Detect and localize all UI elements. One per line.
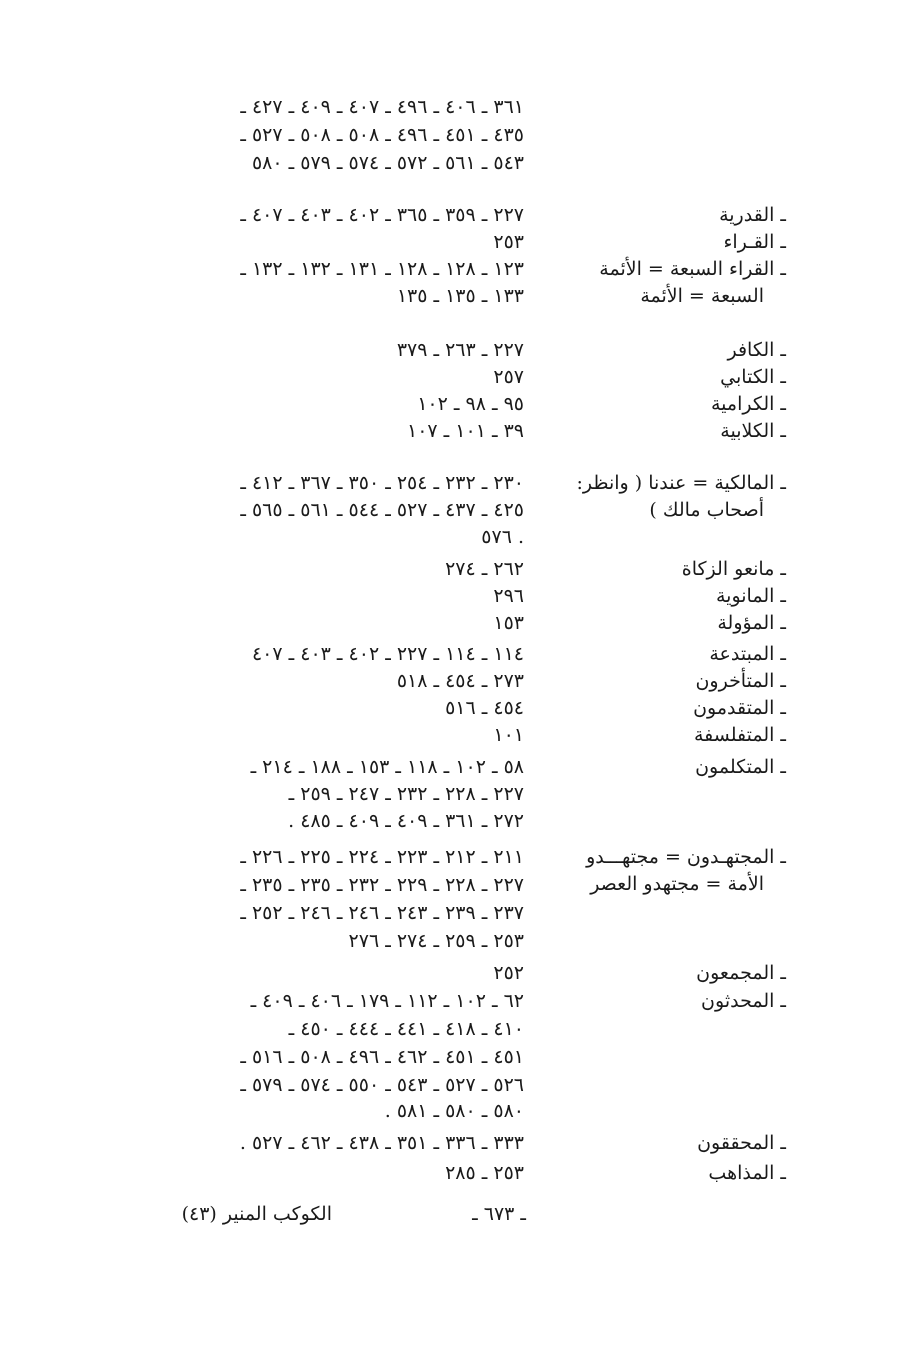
page-numbers-line: ٢٧٢ ـ ٣٦١ ـ ٤٠٩ ـ ٤٠٩ ـ ٤٨٥ .: [288, 810, 524, 832]
page-numbers-line: ٥٨ ـ ١٠٢ ـ ١١٨ ـ ١٥٣ ـ ١٨٨ ـ ٢١٤ ـ: [250, 756, 524, 778]
page-numbers-line: ٤٣٥ ـ ٤٥١ ـ ٤٩٦ ـ ٥٠٨ ـ ٥٠٨ ـ ٥٢٧ ـ: [240, 124, 524, 146]
index-term: ـ القدرية: [719, 204, 786, 226]
page-numbers-line: ٣٦١ ـ ٤٠٦ ـ ٤٩٦ ـ ٤٠٧ ـ ٤٠٩ ـ ٤٢٧ ـ: [240, 96, 524, 118]
index-term: ـ المتكلمون: [695, 756, 786, 778]
page-numbers-line: ٢١١ ـ ٢١٢ ـ ٢٢٣ ـ ٢٢٤ ـ ٢٢٥ ـ ٢٢٦ ـ: [240, 846, 524, 868]
page-numbers-line: ٤١٠ ـ ٤١٨ ـ ٤٤١ ـ ٤٤٤ ـ ٤٥٠ ـ: [288, 1018, 524, 1040]
page-numbers-line: ١٥٣: [493, 612, 524, 634]
page-numbers-line: ٥٢٦ ـ ٥٢٧ ـ ٥٤٣ ـ ٥٥٠ ـ ٥٧٤ ـ ٥٧٩ ـ: [240, 1074, 524, 1096]
page-numbers-line: ٢٥٣ ـ ٢٥٩ ـ ٢٧٤ ـ ٢٧٦: [348, 930, 524, 952]
page-numbers-line: ٢٦٢ ـ ٢٧٤: [445, 558, 524, 580]
page-numbers-line: ١٢٣ ـ ١٢٨ ـ ١٢٨ ـ ١٣١ ـ ١٣٢ ـ ١٣٢ ـ: [240, 258, 524, 280]
page-numbers-line: ٤٢٥ ـ ٤٣٧ ـ ٥٢٧ ـ ٥٤٤ ـ ٥٦١ ـ ٥٦٥ ـ: [240, 499, 524, 521]
page-number: ـ ٦٧٣ ـ: [472, 1203, 526, 1225]
page-numbers-line: ٢٢٧ ـ ٣٥٩ ـ ٣٦٥ ـ ٤٠٢ ـ ٤٠٣ ـ ٤٠٧ ـ: [240, 204, 524, 226]
index-term: ـ الكتابي: [720, 366, 786, 388]
index-term: ـ المتفلسفة: [693, 724, 786, 746]
page-numbers-line: ٢٢٧ ـ ٢٢٨ ـ ٢٢٩ ـ ٢٣٢ ـ ٢٣٥ ـ ٢٣٥ ـ: [240, 874, 524, 896]
page-numbers-line: ١١٤ ـ ١١٤ ـ ٢٢٧ ـ ٤٠٢ ـ ٤٠٣ ـ ٤٠٧: [251, 643, 524, 665]
page-numbers-line: ٢٧٣ ـ ٤٥٤ ـ ٥١٨: [396, 670, 524, 692]
index-term: ـ المجتهـدون = مجتهـــدو: [586, 846, 786, 868]
page-numbers-line: ١٠١: [493, 724, 524, 746]
page-numbers-line: ٢٢٧ ـ ٢٢٨ ـ ٢٣٢ ـ ٢٤٧ ـ ٢٥٩ ـ: [288, 783, 524, 805]
index-term: ـ المتقدمون: [693, 697, 786, 719]
page-numbers-line: ٥٨٠ ـ ٥٨٠ ـ ٥٨١ .: [384, 1100, 524, 1122]
index-term: ـ المجمعون: [696, 962, 786, 984]
index-term-continuation: الأمة = مجتهدو العصر: [590, 873, 764, 895]
page-numbers-line: ٣٣٣ ـ ٣٣٦ ـ ٣٥١ ـ ٤٣٨ ـ ٤٦٢ ـ ٥٢٧ .: [239, 1132, 524, 1154]
index-term: ـ المذاهب: [708, 1162, 786, 1184]
page-numbers-line: ٢٢٧ ـ ٢٦٣ ـ ٣٧٩: [396, 339, 524, 361]
index-term-continuation: السبعة = الأئمة: [640, 285, 764, 307]
index-term: ـ القـراء: [723, 231, 786, 253]
index-term: ـ القراء السبعة = الأئمة: [599, 258, 786, 280]
page-numbers-line: ٤٥١ ـ ٤٥١ ـ ٤٦٢ ـ ٤٩٦ ـ ٥٠٨ ـ ٥١٦ ـ: [240, 1046, 524, 1068]
page-numbers-line: ١٣٣ ـ ١٣٥ ـ ١٣٥: [396, 285, 524, 307]
page-numbers-line: ٥٧٦ .: [481, 526, 524, 548]
index-term: ـ الكافر: [727, 339, 786, 361]
index-term: ـ المتأخرون: [695, 670, 786, 692]
index-term-continuation: أصحاب مالك ): [649, 499, 764, 521]
running-footer-title: الكوكب المنير (٤٣): [181, 1203, 332, 1225]
page-numbers-line: ٢٩٦: [493, 585, 524, 607]
page-numbers-line: ٢٥٣ ـ ٢٨٥: [445, 1162, 524, 1184]
page-numbers-line: ٢٥٣: [493, 231, 524, 253]
index-term: ـ المحدثون: [701, 990, 786, 1012]
page-numbers-line: ٢٣٠ ـ ٢٣٢ ـ ٢٥٤ ـ ٣٥٠ ـ ٣٦٧ ـ ٤١٢ ـ: [240, 472, 524, 494]
page-numbers-line: ٤٥٤ ـ ٥١٦: [445, 697, 524, 719]
index-term: ـ المبتدعة: [709, 643, 786, 665]
index-term: ـ المحققون: [697, 1132, 786, 1154]
index-term: ـ مانعو الزكاة: [681, 558, 786, 580]
page-numbers-line: ٦٢ ـ ١٠٢ ـ ١١٢ ـ ١٧٩ ـ ٤٠٦ ـ ٤٠٩ ـ: [250, 990, 524, 1012]
index-term: ـ المؤولة: [717, 612, 786, 634]
page-numbers-line: ٩٥ ـ ٩٨ ـ ١٠٢: [417, 393, 524, 415]
page-numbers-line: ٢٣٧ ـ ٢٣٩ ـ ٢٤٣ ـ ٢٤٦ ـ ٢٤٦ ـ ٢٥٢ ـ: [240, 902, 524, 924]
page-numbers-line: ٣٩ ـ ١٠١ ـ ١٠٧: [407, 420, 524, 442]
index-term: ـ الكلابية: [720, 420, 786, 442]
index-term: ـ الكرامية: [710, 393, 786, 415]
page-numbers-line: ٢٥٢: [493, 962, 524, 984]
index-term: ـ المالكية = عندنا ( وانظر:: [576, 472, 786, 494]
page-numbers-line: ٥٤٣ ـ ٥٦١ ـ ٥٧٢ ـ ٥٧٤ ـ ٥٧٩ ـ ٥٨٠: [251, 152, 524, 174]
index-term: ـ المانوية: [715, 585, 786, 607]
page-numbers-line: ٢٥٧: [493, 366, 524, 388]
